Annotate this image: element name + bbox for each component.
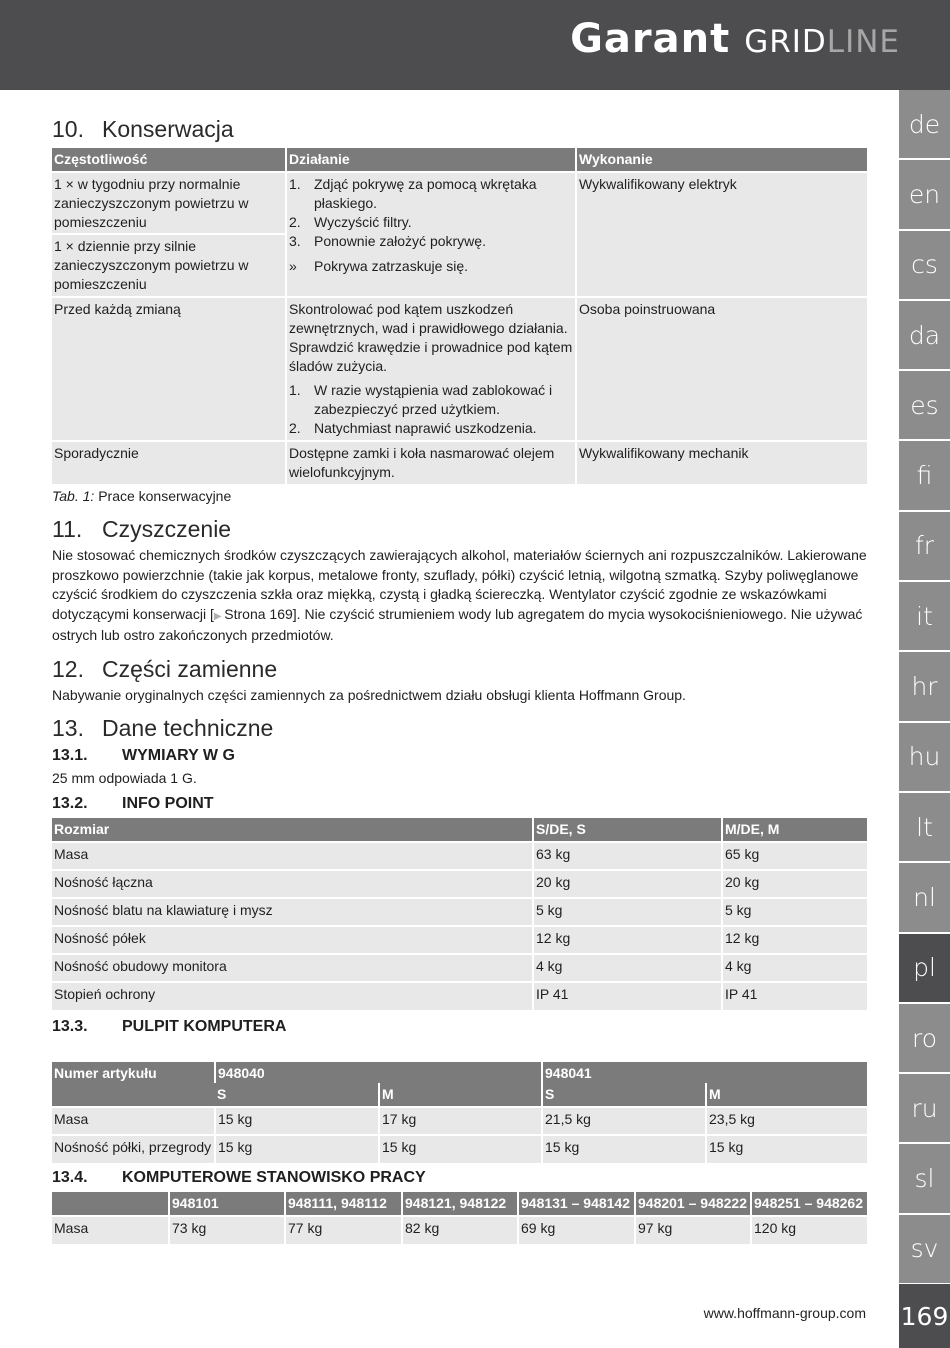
row-label: Masa <box>52 1216 169 1244</box>
table-row <box>52 898 867 926</box>
step-number: 1. <box>289 382 301 398</box>
cell-value: 5 kg <box>533 898 722 926</box>
action-steps <box>289 175 573 276</box>
cell-value: 4 kg <box>722 954 867 982</box>
row-label: Nośność blatu na klawiaturę i mysz <box>52 898 533 926</box>
cell-value: 20 kg <box>722 870 867 898</box>
language-tab-hr[interactable]: hr <box>899 652 950 720</box>
step-text: Wyczyścić filtry. <box>314 214 412 230</box>
subsection-title: INFO POINT <box>122 794 214 812</box>
section-13-heading <box>52 711 867 745</box>
caption-label: Tab. 1: <box>52 488 95 504</box>
header-size-s: S/DE, S <box>533 818 722 842</box>
brand-name: Garant <box>570 16 731 62</box>
table-caption <box>52 488 867 504</box>
cleaning-text: Nie stosować chemicznych środków czyszczących zawierających alkohol, materiałów ściernych ani rozpuszczalników. Lakierowane proszkowo powierzchnie (takie jak korpus, metalowe fronty, szuflady, półki) czyścić letnią, wilgotną szmatką. Szyby poliwęglanowe czyścić środkiem do czyszczenia szkła oraz miękką, czystą i gładką ściereczką. Wentylator czyścić zgodnie ze wskazówkami dotyczącymi konserwacji [ <box>52 547 867 622</box>
cell-value: 23,5 kg <box>706 1107 867 1135</box>
subsection-title: WYMIARY W G <box>122 747 235 764</box>
subsection-title: KOMPUTEROWE STANOWISKO PRACY <box>122 1168 426 1186</box>
spare-parts-paragraph: Nabywanie oryginalnych części zamiennych za pośrednictwem działu obsługi klienta Hoffmann Group. <box>52 686 686 703</box>
action-cell: Dostępne zamki i koła nasmarować olejem wielofunkcyjnym. <box>286 441 576 484</box>
result-arrow-icon: » <box>289 258 297 274</box>
cell-value: 17 kg <box>379 1107 542 1135</box>
step-number: 2. <box>289 214 301 230</box>
cell-value: 63 kg <box>533 842 722 870</box>
action-cell <box>286 172 576 297</box>
row-label: Masa <box>52 1107 215 1135</box>
step-text: Natychmiast naprawić uszkodzenia. <box>314 420 537 436</box>
product-name-line: LINE <box>826 24 900 60</box>
table-row <box>52 1107 867 1135</box>
table-header-row <box>52 1192 867 1216</box>
header-size: S <box>215 1083 379 1107</box>
row-label: Nośność łączna <box>52 870 533 898</box>
header-article: 948121, 948122 <box>402 1192 518 1216</box>
table-row <box>52 172 867 297</box>
table-row <box>52 926 867 954</box>
header-size: M <box>379 1083 542 1107</box>
cell-value: 12 kg <box>533 926 722 954</box>
cell-value: 15 kg <box>542 1135 706 1163</box>
subsection-13-2-heading <box>52 793 867 815</box>
language-tab-pl[interactable]: pl <box>899 934 950 1002</box>
cell-value: IP 41 <box>533 982 722 1010</box>
language-tab-de[interactable]: de <box>899 90 950 158</box>
language-tab-fi[interactable]: fi <box>899 441 950 509</box>
section-title: Części zamienne <box>102 655 278 682</box>
page-content <box>52 112 867 1244</box>
step-item <box>289 419 573 438</box>
table-header-row <box>52 1062 867 1083</box>
cleaning-text: ]. Nie czyścić strumieniem wody lub agregatem do mycia wysokociśnieniowego. Nie używać ostrych lub ostro zakończonych przedmiotów. <box>52 605 863 643</box>
step-number: 3. <box>289 233 301 249</box>
table-header-row <box>52 148 867 172</box>
header-bar <box>0 0 950 90</box>
language-tab-nl[interactable]: nl <box>899 863 950 931</box>
table-row <box>52 1135 867 1163</box>
cell-value: 15 kg <box>379 1135 542 1163</box>
section-number: 10. <box>52 116 84 142</box>
subsection-number: 13.1. <box>52 747 88 764</box>
header-article: 948111, 948112 <box>285 1192 402 1216</box>
language-tab-en[interactable]: en <box>899 160 950 228</box>
subsection-number: 13.4. <box>52 1168 88 1186</box>
section-12-heading <box>52 652 867 686</box>
page-reference-link[interactable]: Strona 169 <box>224 605 293 622</box>
step-text: W razie wystąpienia wad zablokować i zabezpieczyć przed użytkiem. <box>314 382 553 417</box>
product-name-grid: GRID <box>744 24 827 60</box>
cell-value: 73 kg <box>169 1216 285 1244</box>
section-number: 13. <box>52 715 84 741</box>
header-size: M <box>706 1083 867 1107</box>
table-row <box>52 1216 867 1244</box>
page-number: 169 <box>899 1284 950 1348</box>
dimension-note: 25 mm odpowiada 1 G. <box>52 770 197 786</box>
section-10-heading <box>52 112 867 146</box>
cell-value: 65 kg <box>722 842 867 870</box>
subsection-13-3-heading <box>52 1016 867 1038</box>
action-cell <box>286 297 576 441</box>
row-label: Nośność półki, przegrody <box>52 1135 215 1163</box>
step-text: Zdjąć pokrywę za pomocą wkrętaka płaskiego. <box>314 176 537 211</box>
header-action: Działanie <box>286 148 576 172</box>
performer-cell: Wykwalifikowany mechanik <box>576 441 867 484</box>
performer-cell: Wykwalifikowany elektryk <box>576 172 867 297</box>
info-point-table <box>52 818 867 1010</box>
row-label: Stopień ochrony <box>52 982 533 1010</box>
workstation-table <box>52 1192 867 1244</box>
header-performer: Wykonanie <box>576 148 867 172</box>
table-header-row <box>52 818 867 842</box>
frequency-daily: 1 × dziennie przy silnie zanieczyszczonym powietrzu w pomieszczeniu <box>52 233 285 296</box>
cell-value: 12 kg <box>722 926 867 954</box>
cell-value: 15 kg <box>215 1135 379 1163</box>
language-tab-cs[interactable]: cs <box>899 231 950 299</box>
cell-value: 82 kg <box>402 1216 518 1244</box>
action-steps <box>289 381 573 438</box>
header-size: S <box>542 1083 706 1107</box>
step-text: Pokrywa zatrzaskuje się. <box>314 258 469 274</box>
section-title: Konserwacja <box>102 116 234 142</box>
header-article: 948131 – 948142 <box>518 1192 635 1216</box>
step-item <box>289 175 573 213</box>
header-article: 948251 – 948262 <box>751 1192 867 1216</box>
language-tab-sv[interactable]: sv <box>899 1215 950 1283</box>
language-tab-lt[interactable]: lt <box>899 793 950 861</box>
subsection-title: PULPIT KOMPUTERA <box>122 1017 287 1035</box>
language-tab-ru[interactable]: ru <box>899 1074 950 1142</box>
row-label: Nośność półek <box>52 926 533 954</box>
step-number: 1. <box>289 176 301 192</box>
header-article: 948040 <box>215 1062 542 1083</box>
language-tab-da[interactable]: da <box>899 301 950 369</box>
section-title: Dane techniczne <box>102 715 274 741</box>
language-tab-fr[interactable]: fr <box>899 512 950 580</box>
header-size: Rozmiar <box>52 818 533 842</box>
caption-text: Prace konserwacyjne <box>98 488 232 504</box>
table-row <box>52 954 867 982</box>
cell-value: 20 kg <box>533 870 722 898</box>
cleaning-paragraph <box>52 546 867 646</box>
cell-value: 5 kg <box>722 898 867 926</box>
cell-value: 15 kg <box>215 1107 379 1135</box>
footer-url: www.hoffmann-group.com <box>703 1305 866 1321</box>
step-item <box>289 213 573 232</box>
section-title: Czyszczenie <box>102 516 232 542</box>
row-label: Masa <box>52 842 533 870</box>
maintenance-table <box>52 148 867 484</box>
header-article: 948101 <box>169 1192 285 1216</box>
step-item <box>289 257 573 276</box>
step-number: 2. <box>289 420 301 436</box>
cell-value: 120 kg <box>751 1216 867 1244</box>
step-item <box>289 381 573 419</box>
table-row <box>52 441 867 484</box>
frequency-weekly: 1 × w tygodniu przy normalnie zanieczyszczonym powietrzu w pomieszczeniu <box>54 176 249 230</box>
header-article-number: Numer artykułu <box>52 1062 215 1107</box>
section-number: 12. <box>52 655 84 682</box>
cell-value: 77 kg <box>285 1216 402 1244</box>
table-row <box>52 297 867 441</box>
row-label: Nośność obudowy monitora <box>52 954 533 982</box>
language-tab-ro[interactable]: ro <box>899 1004 950 1072</box>
header-article: 948041 <box>542 1062 867 1083</box>
table-row <box>52 870 867 898</box>
frequency-cell: Sporadycznie <box>52 441 286 484</box>
language-tabs <box>899 90 950 1285</box>
arrow-right-icon: ▶ <box>213 610 225 622</box>
cell-value: 21,5 kg <box>542 1107 706 1135</box>
performer-cell: Osoba poinstruowana <box>576 297 867 441</box>
step-text: Ponownie założyć pokrywę. <box>314 233 486 249</box>
computer-desk-table <box>52 1062 867 1163</box>
step-item <box>289 232 573 251</box>
section-11-heading <box>52 512 867 546</box>
language-tab-it[interactable]: it <box>899 582 950 650</box>
brand-logo <box>570 16 900 62</box>
section-number: 11. <box>52 516 83 542</box>
table-row <box>52 842 867 870</box>
cell-value: 69 kg <box>518 1216 635 1244</box>
cell-value: 15 kg <box>706 1135 867 1163</box>
header-article: 948201 – 948222 <box>635 1192 751 1216</box>
frequency-cell <box>52 172 286 297</box>
cell-value: IP 41 <box>722 982 867 1010</box>
language-tab-es[interactable]: es <box>899 371 950 439</box>
language-tab-hu[interactable]: hu <box>899 723 950 791</box>
cell-value: 4 kg <box>533 954 722 982</box>
action-text: Skontrolować pod kątem uszkodzeń zewnętrznych, wad i prawidłowego działania. Sprawdzić krawędzie i prowadnice pod kątem śladów zużycia. <box>289 301 573 374</box>
frequency-cell: Przed każdą zmianą <box>52 297 286 441</box>
subsection-13-4-heading <box>52 1167 867 1189</box>
subsection-number: 13.2. <box>52 794 88 812</box>
header-size-m: M/DE, M <box>722 818 867 842</box>
subsection-13-1-heading <box>52 745 867 767</box>
header-frequency: Częstotliwość <box>52 148 286 172</box>
language-tab-sl[interactable]: sl <box>899 1144 950 1212</box>
subsection-number: 13.3. <box>52 1017 88 1035</box>
cell-value: 97 kg <box>635 1216 751 1244</box>
header-empty <box>52 1192 169 1216</box>
table-row <box>52 982 867 1010</box>
